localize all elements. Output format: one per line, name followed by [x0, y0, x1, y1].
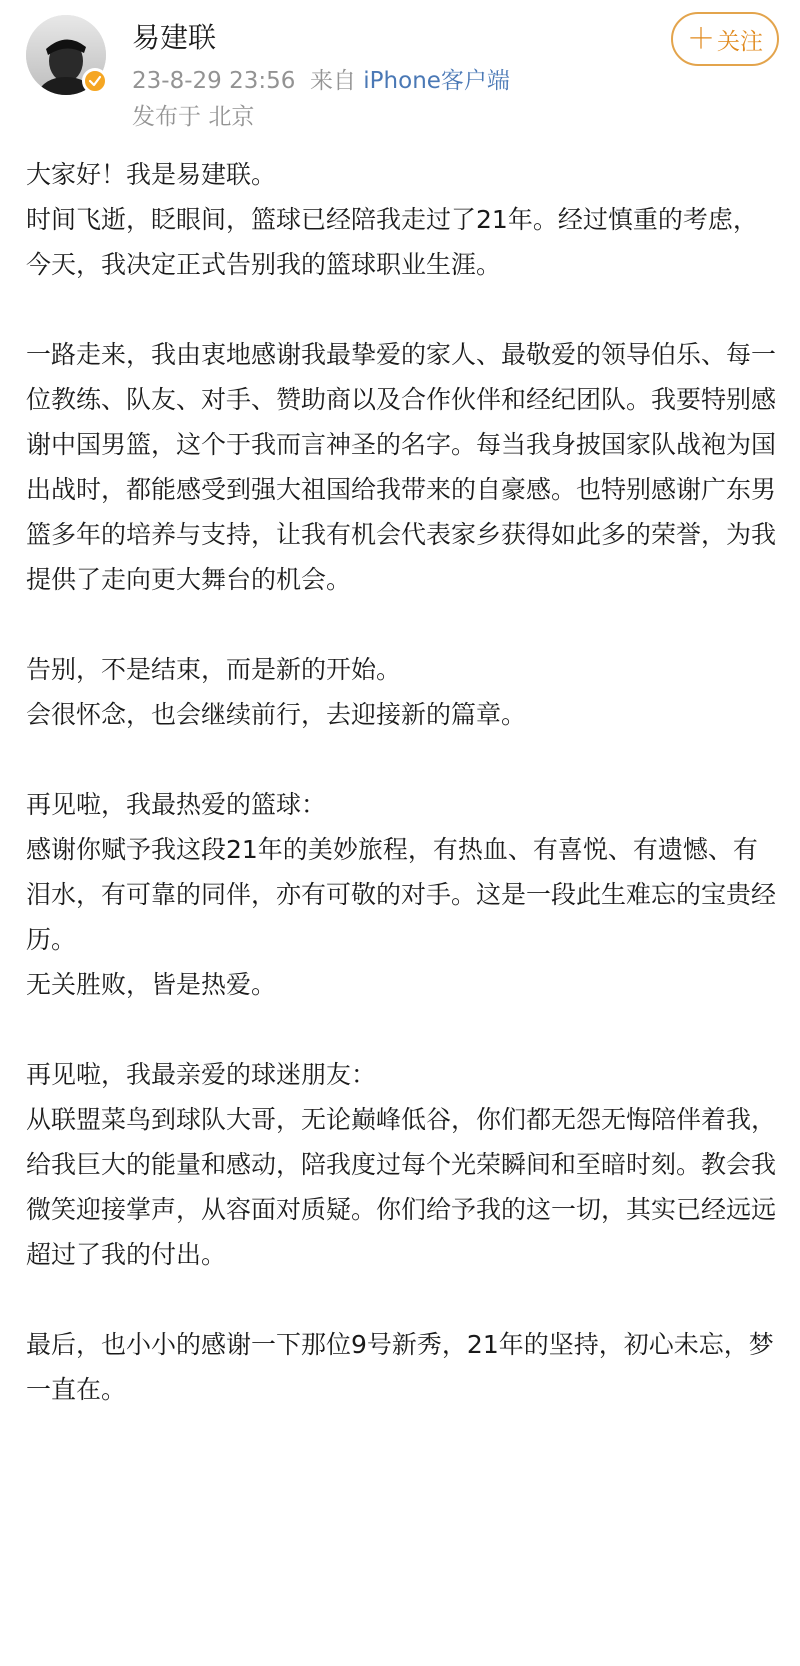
post-text-line: 大家好！我是易建联。	[26, 160, 277, 189]
post-body	[26, 152, 778, 1412]
post-text-line: 时间飞逝，眨眼间，篮球已经陪我走过了21年。经过慎重的考虑，今天，我决定正式告别我的篮球职业生涯。	[26, 205, 758, 279]
post-meta	[132, 64, 510, 98]
plus-icon: ＋	[686, 22, 715, 55]
source-prefix: 来自	[309, 68, 356, 94]
post-timestamp: 23-8-29 23:56	[132, 68, 296, 94]
post-paragraph	[26, 1052, 778, 1277]
post-location: 北京	[208, 104, 255, 130]
post-text-line: 从联盟菜鸟到球队大哥，无论巅峰低谷，你们都无怨无悔陪伴着我，给我巨大的能量和感动，陪我度过每个光荣瞬间和至暗时刻。教会我微笑迎接掌声，从容面对质疑。你们给予我的这一切，其实已经远远超过了我的付出。	[26, 1105, 777, 1269]
post-paragraph	[26, 1322, 778, 1412]
follow-label: 关注	[717, 28, 763, 55]
post-paragraph	[26, 332, 778, 602]
follow-button[interactable]	[671, 12, 779, 66]
verified-badge-icon	[82, 68, 108, 94]
author-name[interactable]: 易建联	[132, 21, 217, 54]
post-text-line: 无关胜败，皆是热爱。	[26, 970, 277, 999]
post-paragraph	[26, 152, 778, 287]
post-text-line: 一路走来，我由衷地感谢我最挚爱的家人、最敬爱的领导伯乐、每一位教练、队友、对手、赞助商以及合作伙伴和经纪团队。我要特别感谢中国男篮，这个于我而言神圣的名字。每当我身披国家队战袍为国出战时，都能感受到强大祖国给我带来的自豪感。也特别感谢广东男篮多年的培养与支持，让我有机会代表家乡获得如此多的荣誉，为我提供了走向更大舞台的机会。	[26, 340, 777, 594]
source-client[interactable]: iPhone客户端	[363, 68, 510, 94]
post-paragraph	[26, 647, 778, 737]
post-text-line: 感谢你赋予我这段21年的美妙旅程，有热血、有喜悦、有遗憾、有泪水，有可靠的同伴，亦有可敬的对手。这是一段此生难忘的宝贵经历。	[26, 835, 777, 954]
post-location-line	[132, 100, 254, 134]
post-text-line: 再见啦，我最亲爱的球迷朋友：	[26, 1060, 377, 1089]
location-prefix: 发布于	[132, 104, 201, 130]
post-paragraph	[26, 782, 778, 1007]
post-text-line: 告别，不是结束，而是新的开始。	[26, 655, 402, 684]
post-text-line: 再见啦，我最热爱的篮球：	[26, 790, 327, 819]
post-text-line: 最后，也小小的感谢一下那位9号新秀，21年的坚持，初心未忘，梦一直在。	[26, 1330, 774, 1404]
post-header	[0, 0, 800, 150]
post-text-line: 会很怀念，也会继续前行，去迎接新的篇章。	[26, 700, 527, 729]
